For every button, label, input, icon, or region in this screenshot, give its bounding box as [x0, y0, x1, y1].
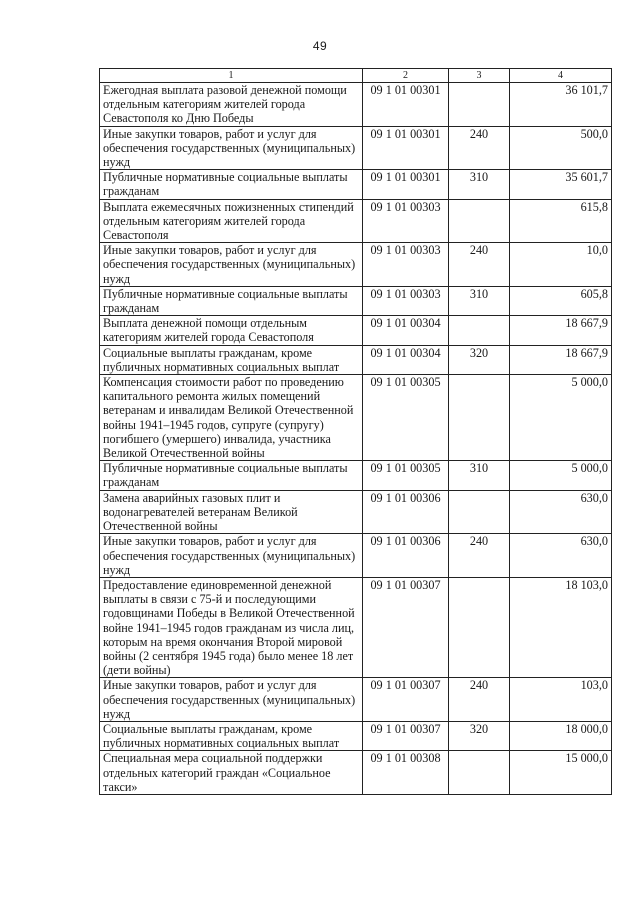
row-name: Иные закупки товаров, работ и услуг для обеспечения государственных (муниципальных) нужд	[100, 534, 363, 578]
table-row	[100, 316, 612, 345]
row-code: 09 1 01 00308	[363, 751, 449, 795]
row-name: Иные закупки товаров, работ и услуг для обеспечения государственных (муниципальных) нужд	[100, 243, 363, 287]
row-code: 09 1 01 00306	[363, 490, 449, 534]
row-amount: 10,0	[510, 243, 612, 287]
row-type	[449, 751, 510, 795]
row-name: Ежегодная выплата разовой денежной помощи отдельным категориям жителей города Севастополя ко Дню Победы	[100, 83, 363, 127]
table-header-row	[100, 69, 612, 83]
row-type: 240	[449, 678, 510, 722]
row-type: 310	[449, 461, 510, 490]
column-header-amount: 4	[510, 69, 612, 83]
budget-table	[99, 68, 612, 795]
row-type: 310	[449, 170, 510, 199]
row-type	[449, 375, 510, 461]
row-name: Публичные нормативные социальные выплаты гражданам	[100, 286, 363, 315]
table-row	[100, 199, 612, 243]
row-amount: 5 000,0	[510, 375, 612, 461]
row-name: Замена аварийных газовых плит и водонагревателей ветеранам Великой Отечественной войны	[100, 490, 363, 534]
row-type: 320	[449, 721, 510, 750]
row-amount: 5 000,0	[510, 461, 612, 490]
page-number: 49	[312, 39, 328, 53]
row-code: 09 1 01 00304	[363, 345, 449, 374]
row-amount: 18 667,9	[510, 345, 612, 374]
row-name: Иные закупки товаров, работ и услуг для обеспечения государственных (муниципальных) нужд	[100, 126, 363, 170]
table-row	[100, 577, 612, 677]
row-name: Публичные нормативные социальные выплаты гражданам	[100, 461, 363, 490]
row-code: 09 1 01 00307	[363, 678, 449, 722]
row-amount: 18 000,0	[510, 721, 612, 750]
table-row	[100, 678, 612, 722]
row-name: Выплата денежной помощи отдельным категориям жителей города Севастополя	[100, 316, 363, 345]
table-row	[100, 345, 612, 374]
table-row	[100, 461, 612, 490]
row-name: Социальные выплаты гражданам, кроме публичных нормативных социальных выплат	[100, 721, 363, 750]
row-code: 09 1 01 00306	[363, 534, 449, 578]
row-type: 320	[449, 345, 510, 374]
row-type: 240	[449, 243, 510, 287]
row-amount: 35 601,7	[510, 170, 612, 199]
table-row	[100, 751, 612, 795]
column-header-code: 2	[363, 69, 449, 83]
row-amount: 15 000,0	[510, 751, 612, 795]
row-code: 09 1 01 00301	[363, 126, 449, 170]
row-name: Иные закупки товаров, работ и услуг для обеспечения государственных (муниципальных) нужд	[100, 678, 363, 722]
row-name: Предоставление единовременной денежной выплаты в связи с 75-й и последующими годовщинами Победы в Великой Отечественной войне 1941–1945 годов гражданам из числа лиц, которым на время окончания Второй мировой войны (2 сентября 1945 года) было менее 18 лет (дети войны)	[100, 577, 363, 677]
row-code: 09 1 01 00305	[363, 375, 449, 461]
row-amount: 103,0	[510, 678, 612, 722]
row-name: Компенсация стоимости работ по проведению капитального ремонта жилых помещений ветеранам и инвалидам Великой Отечественной войны 1941–1945 годов, супруге (супругу) погибшего (умершего) инвалида, участника Великой Отечественной войны	[100, 375, 363, 461]
table-row	[100, 286, 612, 315]
row-code: 09 1 01 00301	[363, 83, 449, 127]
table-row	[100, 721, 612, 750]
row-code: 09 1 01 00301	[363, 170, 449, 199]
row-code: 09 1 01 00303	[363, 243, 449, 287]
table-row	[100, 490, 612, 534]
row-code: 09 1 01 00307	[363, 721, 449, 750]
table-row	[100, 375, 612, 461]
row-code: 09 1 01 00304	[363, 316, 449, 345]
table-row	[100, 243, 612, 287]
row-type	[449, 577, 510, 677]
row-name: Социальные выплаты гражданам, кроме публичных нормативных социальных выплат	[100, 345, 363, 374]
row-type	[449, 490, 510, 534]
row-type: 240	[449, 126, 510, 170]
row-name: Публичные нормативные социальные выплаты гражданам	[100, 170, 363, 199]
row-code: 09 1 01 00305	[363, 461, 449, 490]
row-amount: 18 667,9	[510, 316, 612, 345]
table-row	[100, 126, 612, 170]
row-amount: 500,0	[510, 126, 612, 170]
row-code: 09 1 01 00303	[363, 286, 449, 315]
row-amount: 630,0	[510, 490, 612, 534]
table-row	[100, 534, 612, 578]
row-amount: 18 103,0	[510, 577, 612, 677]
row-name: Выплата ежемесячных пожизненных стипендий отдельным категориям жителей города Севастополя	[100, 199, 363, 243]
table-row	[100, 83, 612, 127]
row-amount: 36 101,7	[510, 83, 612, 127]
table-row	[100, 170, 612, 199]
row-amount: 615,8	[510, 199, 612, 243]
column-header-type: 3	[449, 69, 510, 83]
row-amount: 605,8	[510, 286, 612, 315]
row-type: 240	[449, 534, 510, 578]
row-name: Специальная мера социальной поддержки отдельных категорий граждан «Социальное такси»	[100, 751, 363, 795]
row-type	[449, 83, 510, 127]
row-type: 310	[449, 286, 510, 315]
row-type	[449, 316, 510, 345]
column-header-name: 1	[100, 69, 363, 83]
row-code: 09 1 01 00307	[363, 577, 449, 677]
row-code: 09 1 01 00303	[363, 199, 449, 243]
row-type	[449, 199, 510, 243]
row-amount: 630,0	[510, 534, 612, 578]
